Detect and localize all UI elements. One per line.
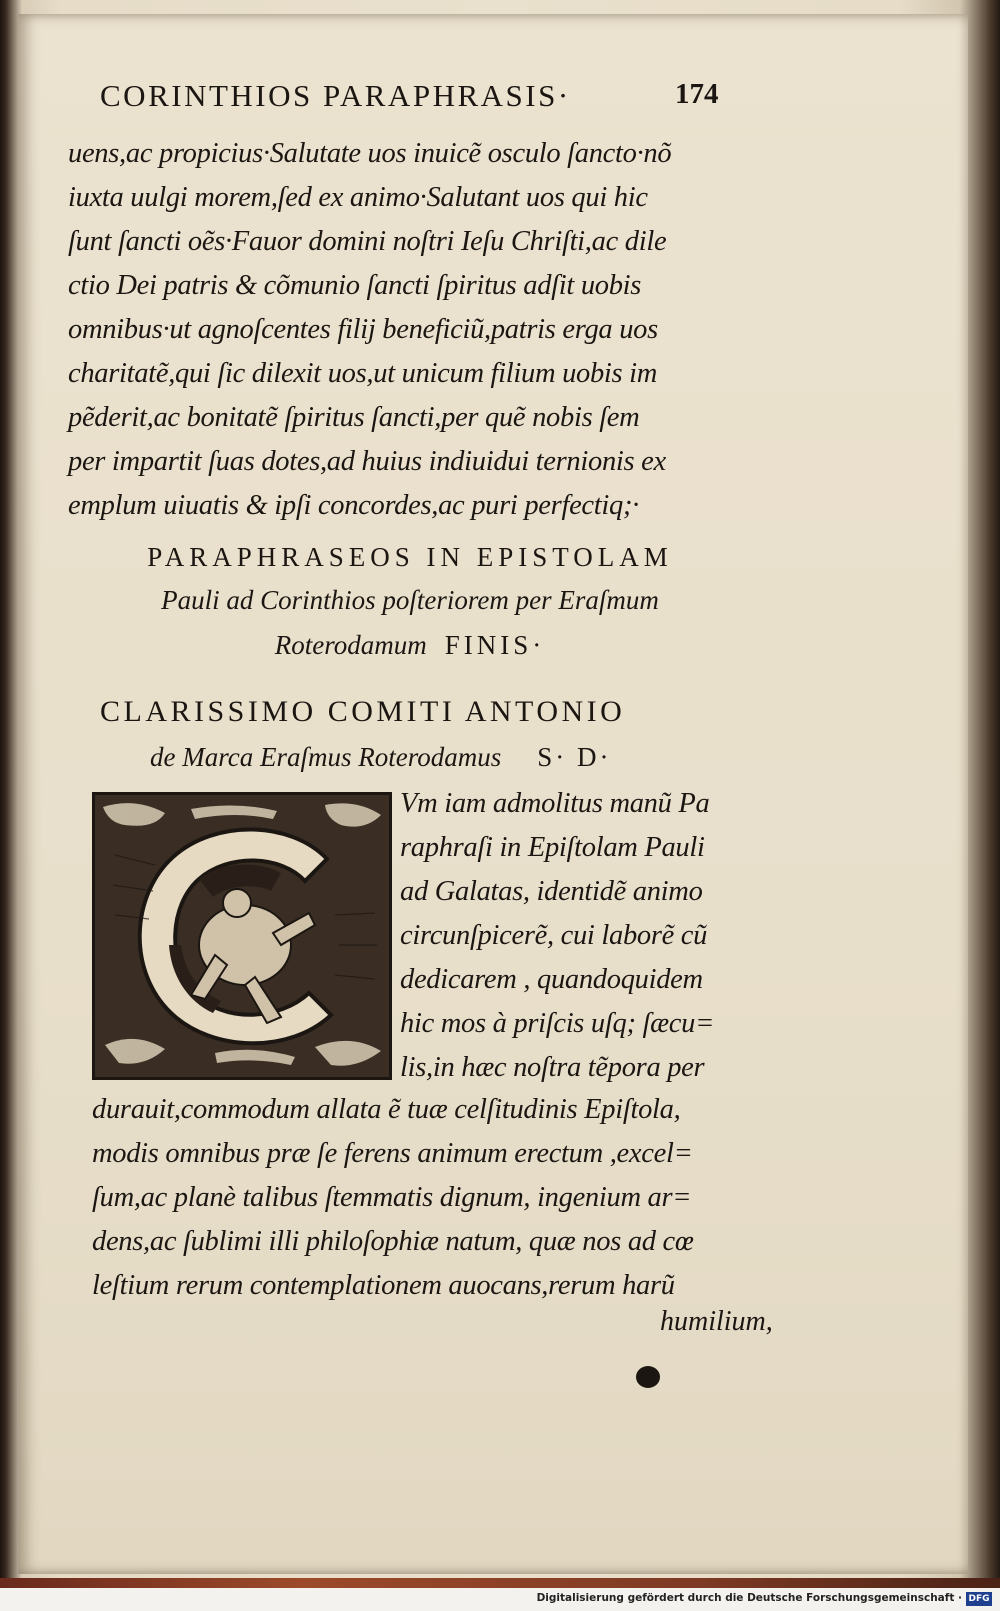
dedication-from: de Marca Eraſmus Roterodamus [150,742,502,772]
funding-credit: Digitalisierung gefördert durch die Deutsche Forschungsgemeinschaft · [536,1592,962,1604]
text-line: iuxta uulgi morem,ſed ex animo·Salutant uos qui hic [68,182,648,213]
digitization-footer [0,1588,1000,1611]
colophon-line: Pauli ad Corinthios poſteriorem per Eraſmum [161,585,659,615]
colophon [80,536,740,668]
dedication-title: CLARISSIMO COMITI ANTONIO [100,695,626,728]
text-line: dedicarem , quandoquidem [400,964,703,995]
text-line: charitatẽ,qui ſic dilexit uos,ut unicum filium uobis im [68,358,658,389]
catchword: humilium, [660,1306,773,1337]
colophon-heading: PARAPHRASEOS IN EPISTOLAM [147,542,673,572]
text-line: emplum uiuatis & ipſi concordes,ac puri perfectiq;· [68,490,639,521]
woodcut-initial-c [92,792,392,1080]
text-line: raphraſi in Epiſtolam Pauli [400,832,705,863]
text-line: durauit,commodum allata ẽ tuæ celſitudinis Epiſtola, [92,1094,681,1125]
page-edge-strip [0,1578,1000,1588]
text-line: leſtium rerum contemplationem auocans,rerum harũ [92,1270,675,1301]
paraphrase-text [68,132,748,528]
ink-dot-icon [636,1366,660,1388]
dedication-salutation: S· D· [537,742,612,772]
text-line: hic mos à priſcis uſq; ſæcu= [400,1008,715,1039]
text-line: uens,ac propicius·Salutate uos inuicẽ osculo ſancto·nõ [68,138,672,169]
running-title: CORINTHIOS PARAPHRASIS· [100,78,571,113]
text-line: ctio Dei patris & cõmunio ſancti ſpiritus adſit uobis [68,270,642,301]
running-header [100,78,740,118]
letter-opening [400,782,760,1090]
colophon-finis: FINIS· [444,630,546,660]
text-line: omnibus·ut agnoſcentes filij beneficiũ,patris erga uos [68,314,658,345]
text-line: lis,in hæc noſtra tẽpora per [400,1052,705,1083]
colophon-finis-line [80,622,740,668]
page-number: 174 [675,78,719,110]
text-line: Vm iam admolitus manũ Pa [400,788,710,819]
text-line: ſunt ſancti oẽs·Fauor domini noſtri Ieſu Chriſti,ac dile [68,226,667,257]
text-line: per impartit ſuas dotes,ad huius indiuidui ternionis ex [68,446,666,477]
dedication-subtitle [100,734,740,780]
dfg-logo-icon: DFG [966,1592,992,1606]
text-line: circunſpicerẽ, cui laborẽ cũ [400,920,708,951]
show-through-text [790,480,930,640]
text-line: modis omnibus præ ſe ferens animum erectum ,excel= [92,1138,693,1169]
text-line: pẽderit,ac bonitatẽ ſpiritus ſancti,per quẽ nobis ſem [68,402,640,433]
dedication-heading [100,690,740,780]
woodcut-initial-c-icon [95,795,389,1077]
letter-continuation [92,1088,772,1308]
text-line: dens,ac ſublimi illi philoſophiæ natum, quæ nos ad cœ [92,1226,694,1257]
text-line: ſum,ac planè talibus ſtemmatis dignum, ingenium ar= [92,1182,692,1213]
colophon-author: Roterodamum [274,630,427,660]
text-line: ad Galatas, identidẽ animo [400,876,703,907]
